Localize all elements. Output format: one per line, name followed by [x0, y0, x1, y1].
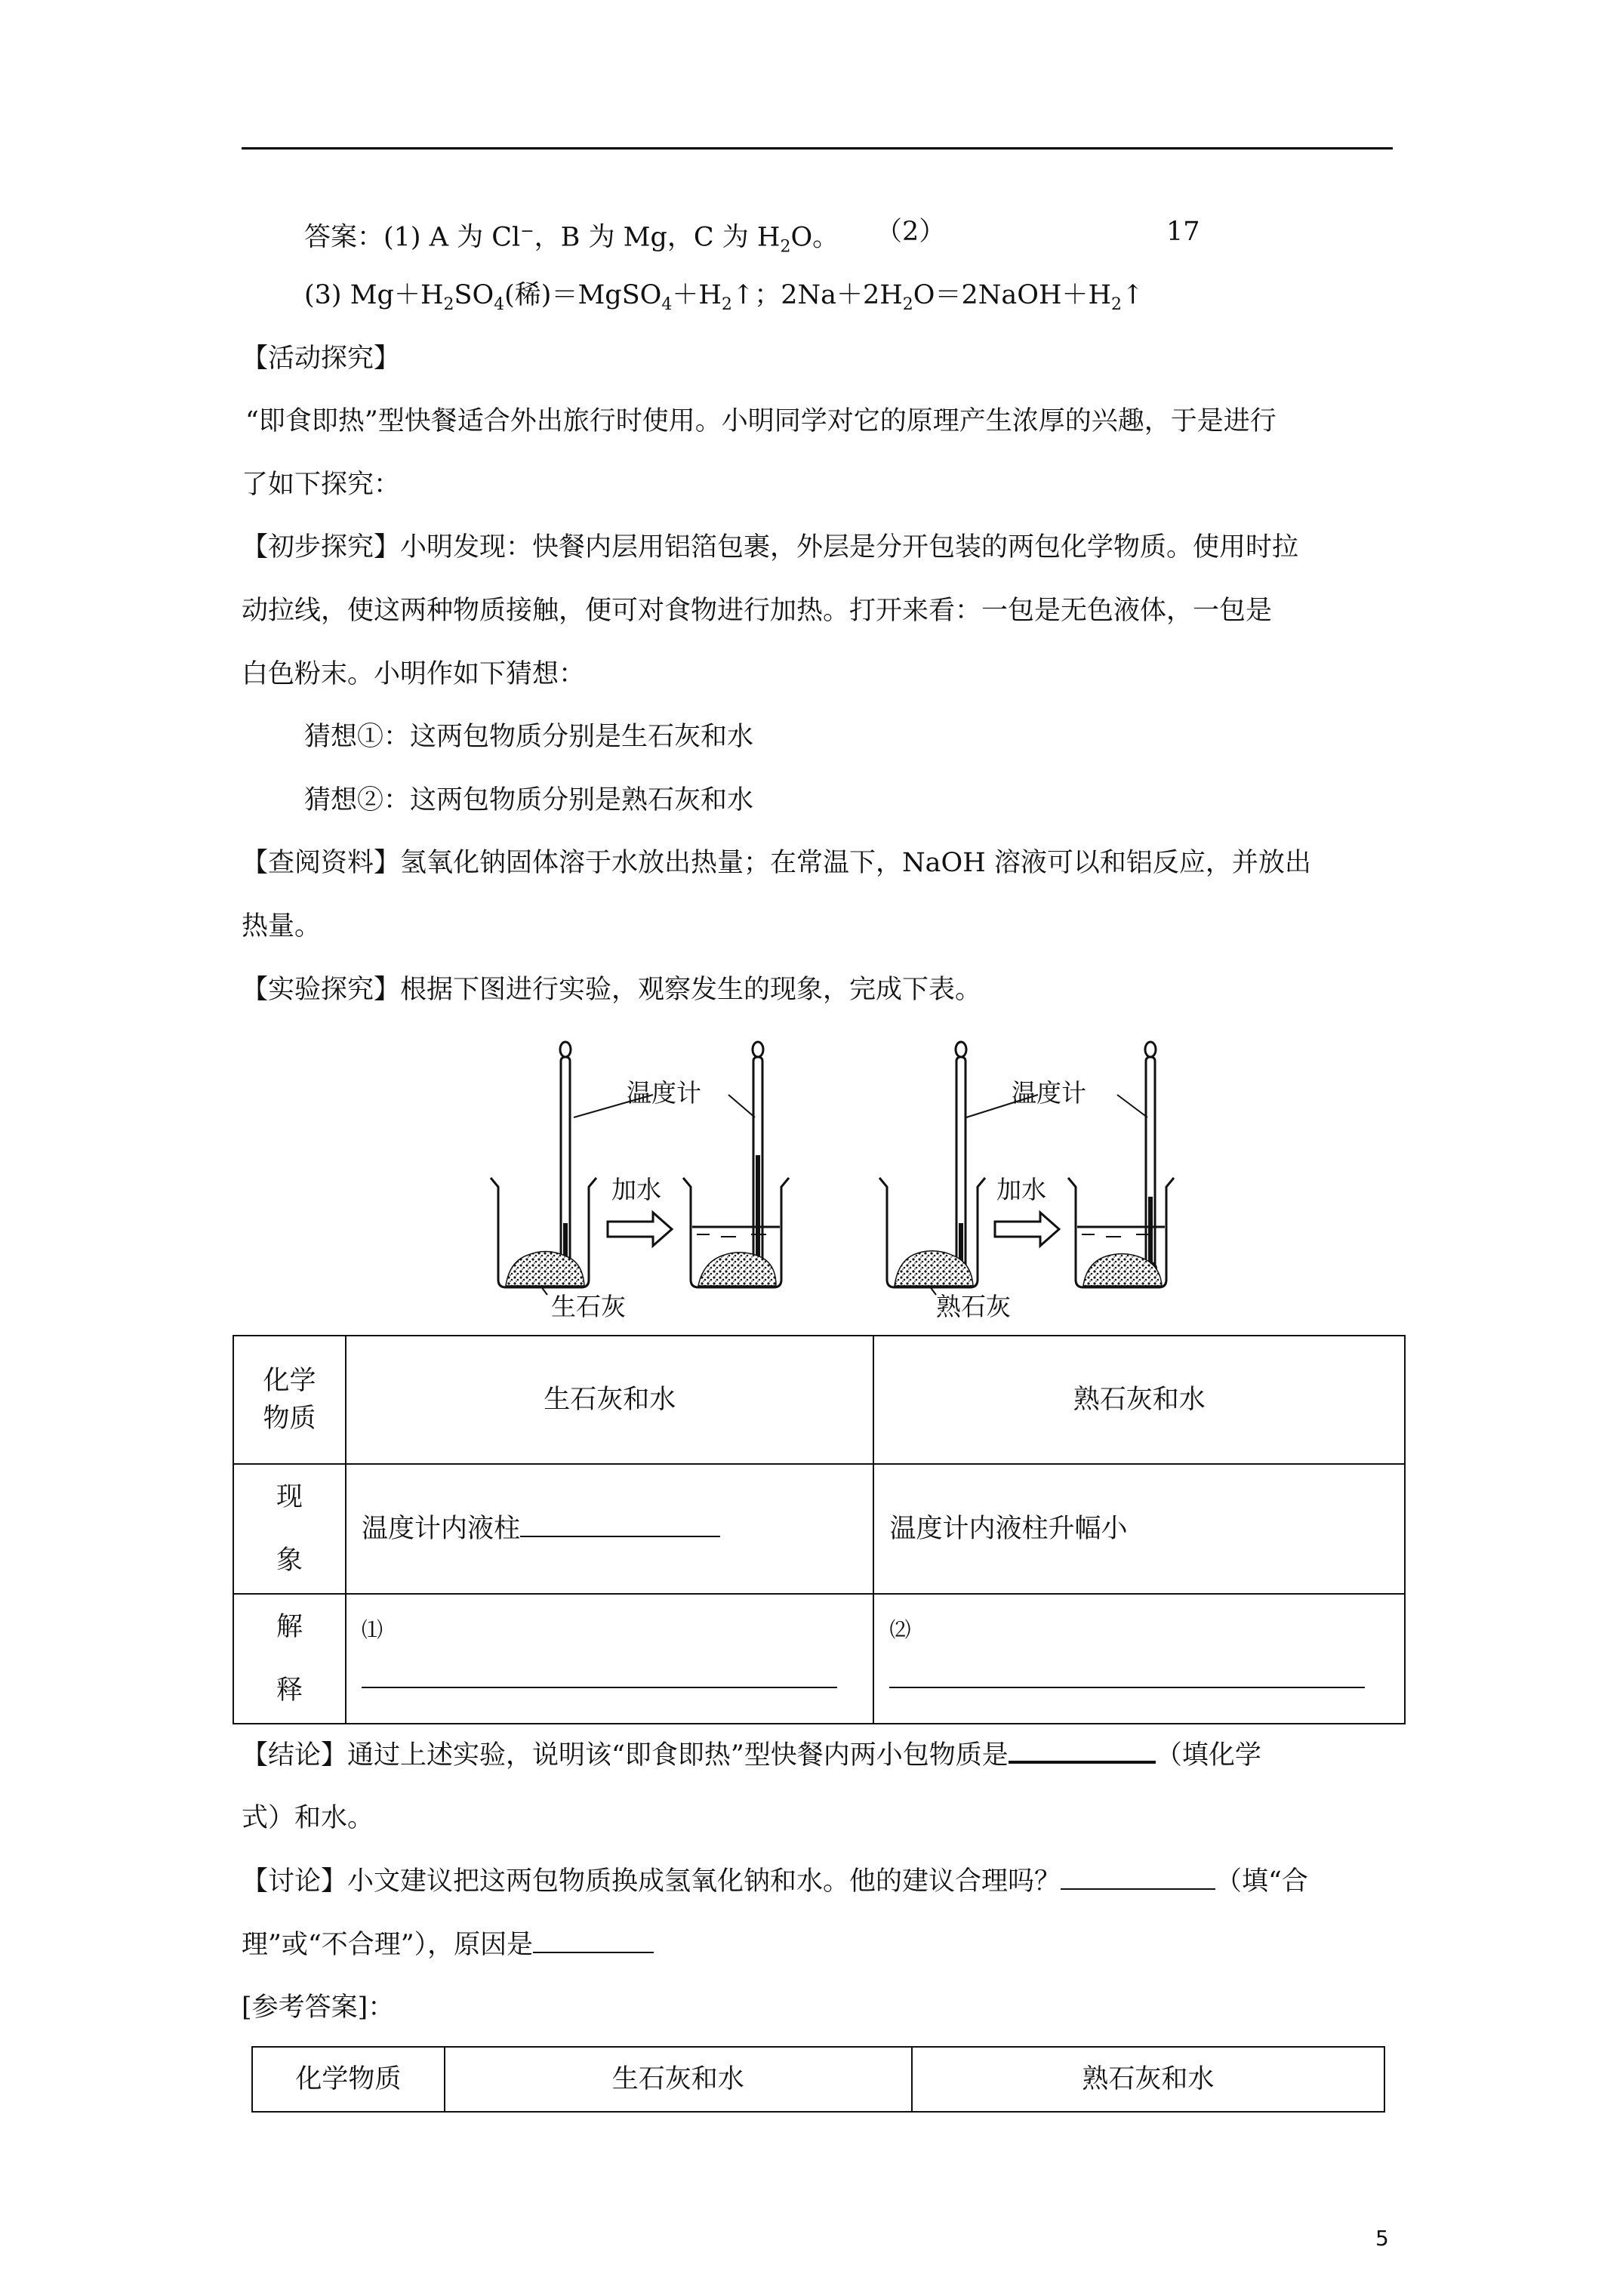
row-header-expl: 解释	[233, 1594, 346, 1724]
cell-expl-1: ⑴	[346, 1594, 874, 1724]
add-water-label-1: 加水	[611, 1175, 661, 1204]
ref-row-header-chem: 化学物质	[252, 2047, 445, 2112]
blank-expl-1[interactable]	[362, 1687, 837, 1688]
answer-equation: (3) $Mg+H_2SO_4$(稀)$=MgSO_4+H_2↑$；$2Na+2H_2O=2NaOH+H_2↑$	[304, 280, 1144, 314]
intro-line-2: 了如下探究：	[242, 470, 401, 500]
experiment-table	[233, 1335, 1406, 1724]
table-row-expl	[233, 1594, 1405, 1724]
cell-col2-header: 熟石灰和水	[873, 1336, 1405, 1464]
ref-table-row	[252, 2047, 1384, 2112]
blank-conclusion[interactable]	[1009, 1737, 1156, 1764]
experiment-line: 【实验探究】根据下图进行实验，观察发生的现象，完成下表。	[242, 975, 982, 1005]
cell-phen-2: 温度计内液柱升幅小	[873, 1464, 1405, 1594]
prelim-line-1: 【初步探究】小明发现：快餐内层用铝箔包裹，外层是分开包装的两包化学物质。使用时拉	[242, 532, 1299, 562]
prelim-heading: 【初步探究】	[242, 532, 401, 562]
discussion-line-1: 【讨论】小文建议把这两包物质换成氢氧化钠和水。他的建议合理吗？ （填“合	[242, 1863, 1308, 1900]
answer-part2-value: 17	[1166, 217, 1200, 247]
cell-col1-header: 生石灰和水	[346, 1336, 874, 1464]
blank-discussion-1[interactable]	[1061, 1864, 1215, 1890]
header-rule	[242, 147, 1393, 149]
conclusion-heading: 【结论】	[242, 1740, 348, 1771]
thermometer-label-2: 温度计	[1012, 1078, 1086, 1108]
lookup-line-1: 【查阅资料】氢氧化钠固体溶于水放出热量；在常温下，NaOH 溶液可以和铝反应，并放出	[242, 848, 1311, 878]
lookup-line-2: 热量。	[242, 911, 322, 942]
thermometer-label-1: 温度计	[627, 1078, 701, 1108]
answer-part2-label: （2）	[876, 217, 946, 247]
discussion-line-2: 理”或“不合理”），原因是	[242, 1926, 654, 1964]
experiment-heading: 【实验探究】	[242, 975, 401, 1005]
conclusion-line-1: 【结论】通过上述实验，说明该“即食即热”型快餐内两小包物质是 （填化学	[242, 1737, 1261, 1774]
row-header-chem: 化学物质	[233, 1336, 346, 1464]
blank-discussion-2[interactable]	[533, 1928, 654, 1953]
add-water-label-2: 加水	[996, 1175, 1046, 1204]
slaked-lime-label: 熟石灰	[936, 1292, 1011, 1321]
ref-cell-col2: 熟石灰和水	[912, 2047, 1384, 2112]
prelim-line-2: 动拉线，使这两种物质接触，便可对食物进行加热。打开来看：一包是无色液体，一包是	[242, 596, 1273, 626]
conclusion-line-2: 式）和水。	[242, 1803, 374, 1833]
discussion-heading: 【讨论】	[242, 1866, 348, 1897]
prelim-line-3: 白色粉末。小明作如下猜想：	[242, 659, 586, 689]
blank-expl-2[interactable]	[889, 1687, 1365, 1688]
page-number: 5	[1375, 2226, 1389, 2251]
intro-line-1: “即食即热”型快餐适合外出旅行时使用。小明同学对它的原理产生浓厚的兴趣，于是进行	[245, 406, 1277, 436]
lookup-heading: 【查阅资料】	[242, 848, 401, 878]
reference-heading: [参考答案]：	[242, 1992, 395, 2023]
guess-1: 猜想①：这两包物质分别是生石灰和水	[304, 722, 754, 752]
cell-phen-1: 温度计内液柱	[346, 1464, 874, 1594]
section-activity: 【活动探究】	[242, 344, 401, 374]
row-header-phen: 现象	[233, 1464, 346, 1594]
cell-expl-2: ⑵	[873, 1594, 1405, 1724]
reference-table	[251, 2046, 1385, 2113]
guess-2: 猜想②：这两包物质分别是熟石灰和水	[304, 785, 754, 815]
table-row-chem	[233, 1336, 1405, 1464]
blank-phen-1[interactable]	[520, 1512, 720, 1537]
answer-line-1: 答案：(1) A 为 Cl−，B 为 Mg，C 为 $H_2O$。	[304, 222, 839, 257]
quicklime-label: 生石灰	[551, 1292, 626, 1321]
experiment-figure	[483, 1034, 1374, 1329]
table-row-phen	[233, 1464, 1405, 1594]
ref-cell-col1: 生石灰和水	[445, 2047, 912, 2112]
